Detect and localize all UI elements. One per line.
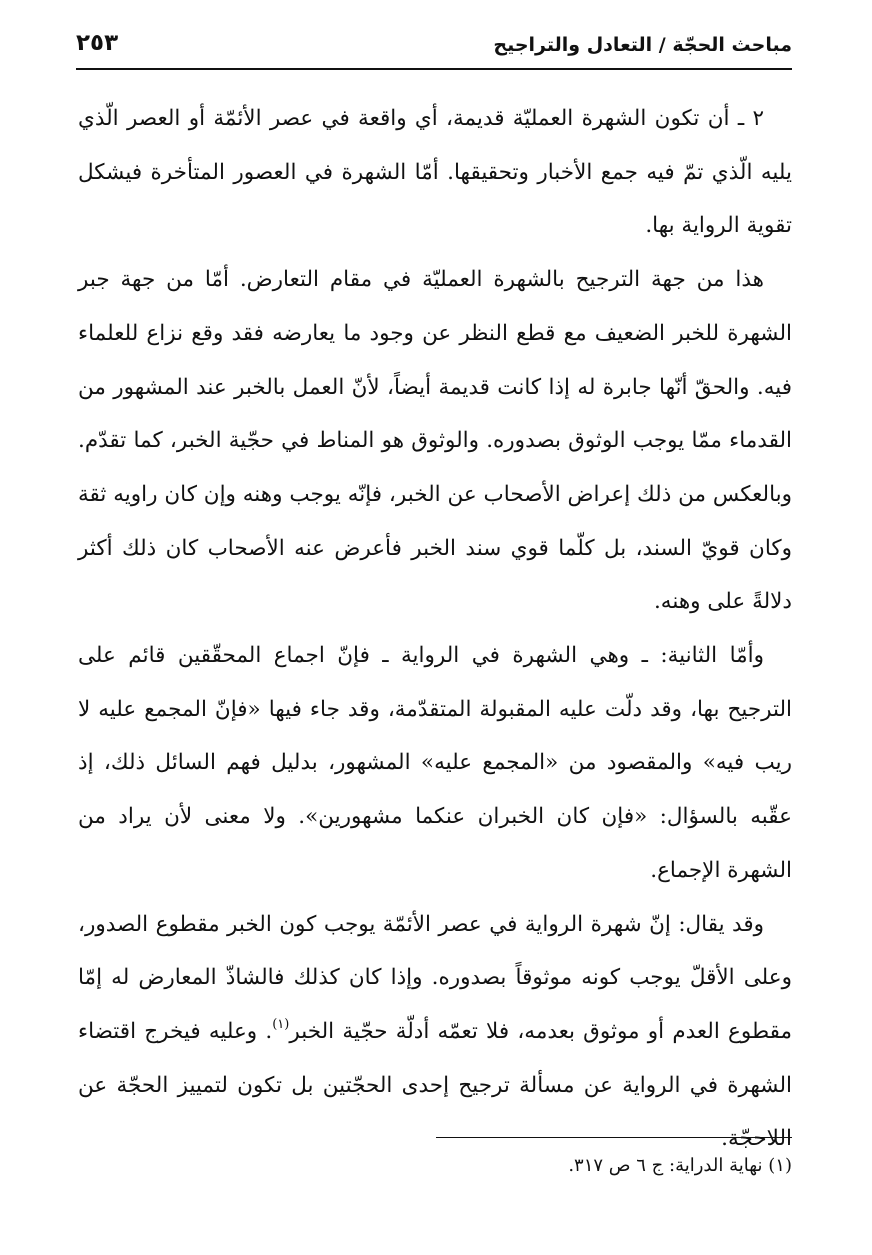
page-number: ٢٥٣ <box>76 30 119 56</box>
footnote-reference[interactable]: (١) <box>272 1016 290 1032</box>
paragraph-1: ٢ ـ أن تكون الشهرة العمليّة قديمة، أي واقعة في عصر الأئمّة أو العصر الّذي يليه الّذي تمّ فيه جمع الأخبار وتحقيقها. أمّا الشهرة في العصور المتأخرة فيشكل تقوية الرواية بها. <box>78 106 792 239</box>
footnote-divider <box>436 1137 792 1138</box>
body-text <box>78 92 792 1166</box>
paragraph-3: وأمّا الثانية: ـ وهي الشهرة في الرواية ـ فإنّ اجماع المحقّقين قائم على الترجيح بها، وقد دلّت عليه المقبولة المتقدّمة، وقد جاء فيها «فإنّ المجمع عليه لا ريب فيه» والمقصود من «المجمع عليه» المشهور، بدليل فهم السائل ذلك، إذ عقّبه بالسؤال: «فإن كان الخبران عنكما مشهورين». ولا معنى لأن يراد من الشهرة الإجماع. <box>78 643 792 883</box>
running-header <box>76 28 792 70</box>
paragraph-4 <box>78 898 792 1167</box>
running-title: مباحث الحجّة / التعادل والتراجيح <box>493 34 792 56</box>
footnote: (١) نهاية الدراية: ج ٦ ص ٣١٧. <box>568 1155 792 1176</box>
paragraph-4-text: وقد يقال: إنّ شهرة الرواية في عصر الأئمّة يوجب كون الخبر مقطوع الصدور، وعلى الأقلّ يوجب كونه موثوقاً بصدوره. وإذا كان كذلك فالشاذّ المعارض له إمّا مقطوع العدم أو موثوق بعدمه، فلا تعمّه أدلّة حجّية الخبر <box>78 911 792 1044</box>
paragraph-2: هذا من جهة الترجيح بالشهرة العمليّة في مقام التعارض. أمّا من جهة جبر الشهرة للخبر الضعيف مع قطع النظر عن وجود ما يعارضه فقد وقع نزاع للعلماء فيه. والحقّ أنّها جابرة له إذا كانت قديمة أيضاً، لأنّ العمل بالخبر عند المشهور من القدماء ممّا يوجب الوثوق بصدوره. والوثوق هو المناط في حجّية الخبر، كما تقدّم. وبالعكس من ذلك إعراض الأصحاب عن الخبر، فإنّه يوجب وهنه وإن كان راويه ثقة وكان قويّ السند، بل كلّما قوي سند الخبر فأعرض عنه الأصحاب كان ذلك أكثر دلالةً على وهنه. <box>78 267 792 615</box>
paragraph-4-text-after: . وعليه فيخرج اقتضاء الشهرة في الرواية عن مسألة ترجيح إحدى الحجّتين بل تكون لتمييز الحجّة عن اللاحجّة. <box>78 1018 792 1152</box>
